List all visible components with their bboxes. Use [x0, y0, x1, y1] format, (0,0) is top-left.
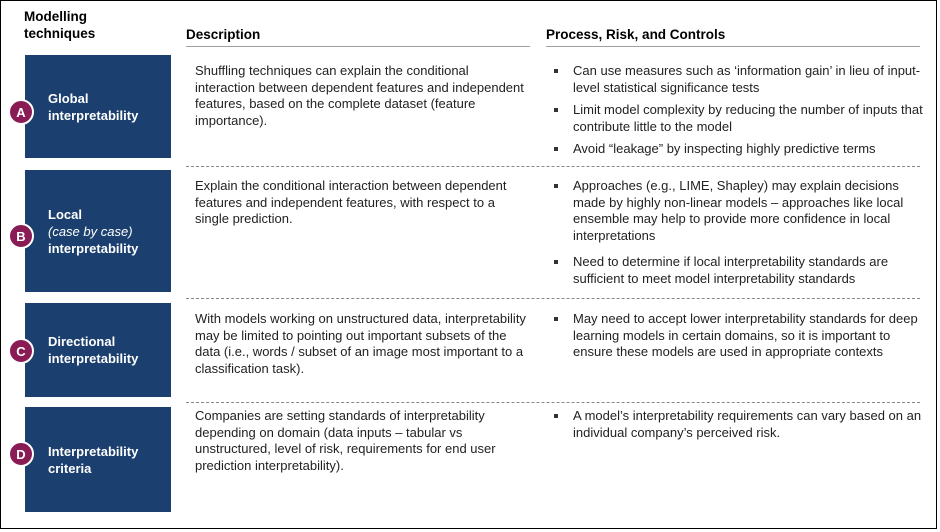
header-underline-controls — [546, 46, 920, 47]
row-separator — [186, 402, 920, 403]
list-item: Can use measures such as ‘information gain’ in lieu of input-level statistical significance tests — [553, 63, 923, 96]
controls-list-global — [553, 63, 923, 164]
technique-card-local — [25, 170, 171, 292]
badge-a: A — [8, 99, 34, 125]
list-item: A model’s interpretability requirements can vary based on an individual company’s perceived risk. — [553, 408, 923, 441]
list-item: Avoid “leakage” by inspecting highly predictive terms — [553, 141, 923, 158]
technique-card-criteria — [25, 407, 171, 512]
technique-title-line: interpretability — [48, 351, 139, 366]
technique-title-line: Interpretability — [48, 443, 139, 459]
controls-list-directional — [553, 311, 923, 367]
technique-title-line: criteria — [48, 460, 92, 476]
header-underline-description — [186, 46, 530, 47]
technique-title-line: interpretability — [48, 240, 139, 256]
technique-title-line: Directional — [48, 334, 116, 349]
technique-title-line: Local — [48, 206, 82, 222]
technique-title-line: Global — [48, 90, 89, 106]
header-modelling-techniques: Modelling techniques — [24, 9, 96, 41]
description-directional: With models working on unstructured data, interpretability may be limited to pointing out important subsets of the data (i.e., words / subset of an image most important to a classification task). — [195, 311, 526, 376]
badge-d: D — [8, 441, 34, 467]
list-item: May need to accept lower interpretability standards for deep learning models in certain domains, so it is important to ensure these models are used in appropriate contexts — [553, 311, 923, 361]
list-item: Limit model complexity by reducing the number of inputs that contribute little to the model — [553, 102, 923, 135]
list-item: Approaches (e.g., LIME, Shapley) may explain decisions made by highly non-linear models – approaches like local ensemble may help to provide more confidence in local interpretations — [553, 178, 923, 244]
header-process-risk-controls: Process, Risk, and Controls — [546, 27, 726, 42]
badge-b: B — [8, 223, 34, 249]
row-separator — [186, 166, 920, 167]
technique-card-directional — [25, 303, 171, 397]
description-global: Shuffling techniques can explain the conditional interaction between dependent features and independent features, based on the complete dataset (feature importance). — [195, 63, 524, 128]
badge-c: C — [8, 338, 34, 364]
controls-list-local — [553, 178, 923, 293]
list-item: Need to determine if local interpretability standards are sufficient to meet model interpretability standards — [553, 254, 923, 287]
description-criteria: Companies are setting standards of interpretability depending on domain (data inputs – tabular vs unstructured, level of risk, requirements for end user prediction interpretability). — [195, 408, 496, 473]
header-description: Description — [186, 27, 261, 42]
row-separator — [186, 298, 920, 299]
description-local: Explain the conditional interaction between dependent features and independent features, with respect to a single prediction. — [195, 178, 507, 226]
technique-title-line: interpretability — [48, 107, 139, 123]
controls-list-criteria — [553, 408, 923, 447]
technique-card-global — [25, 55, 171, 158]
technique-subtitle: (case by case) — [48, 223, 133, 239]
